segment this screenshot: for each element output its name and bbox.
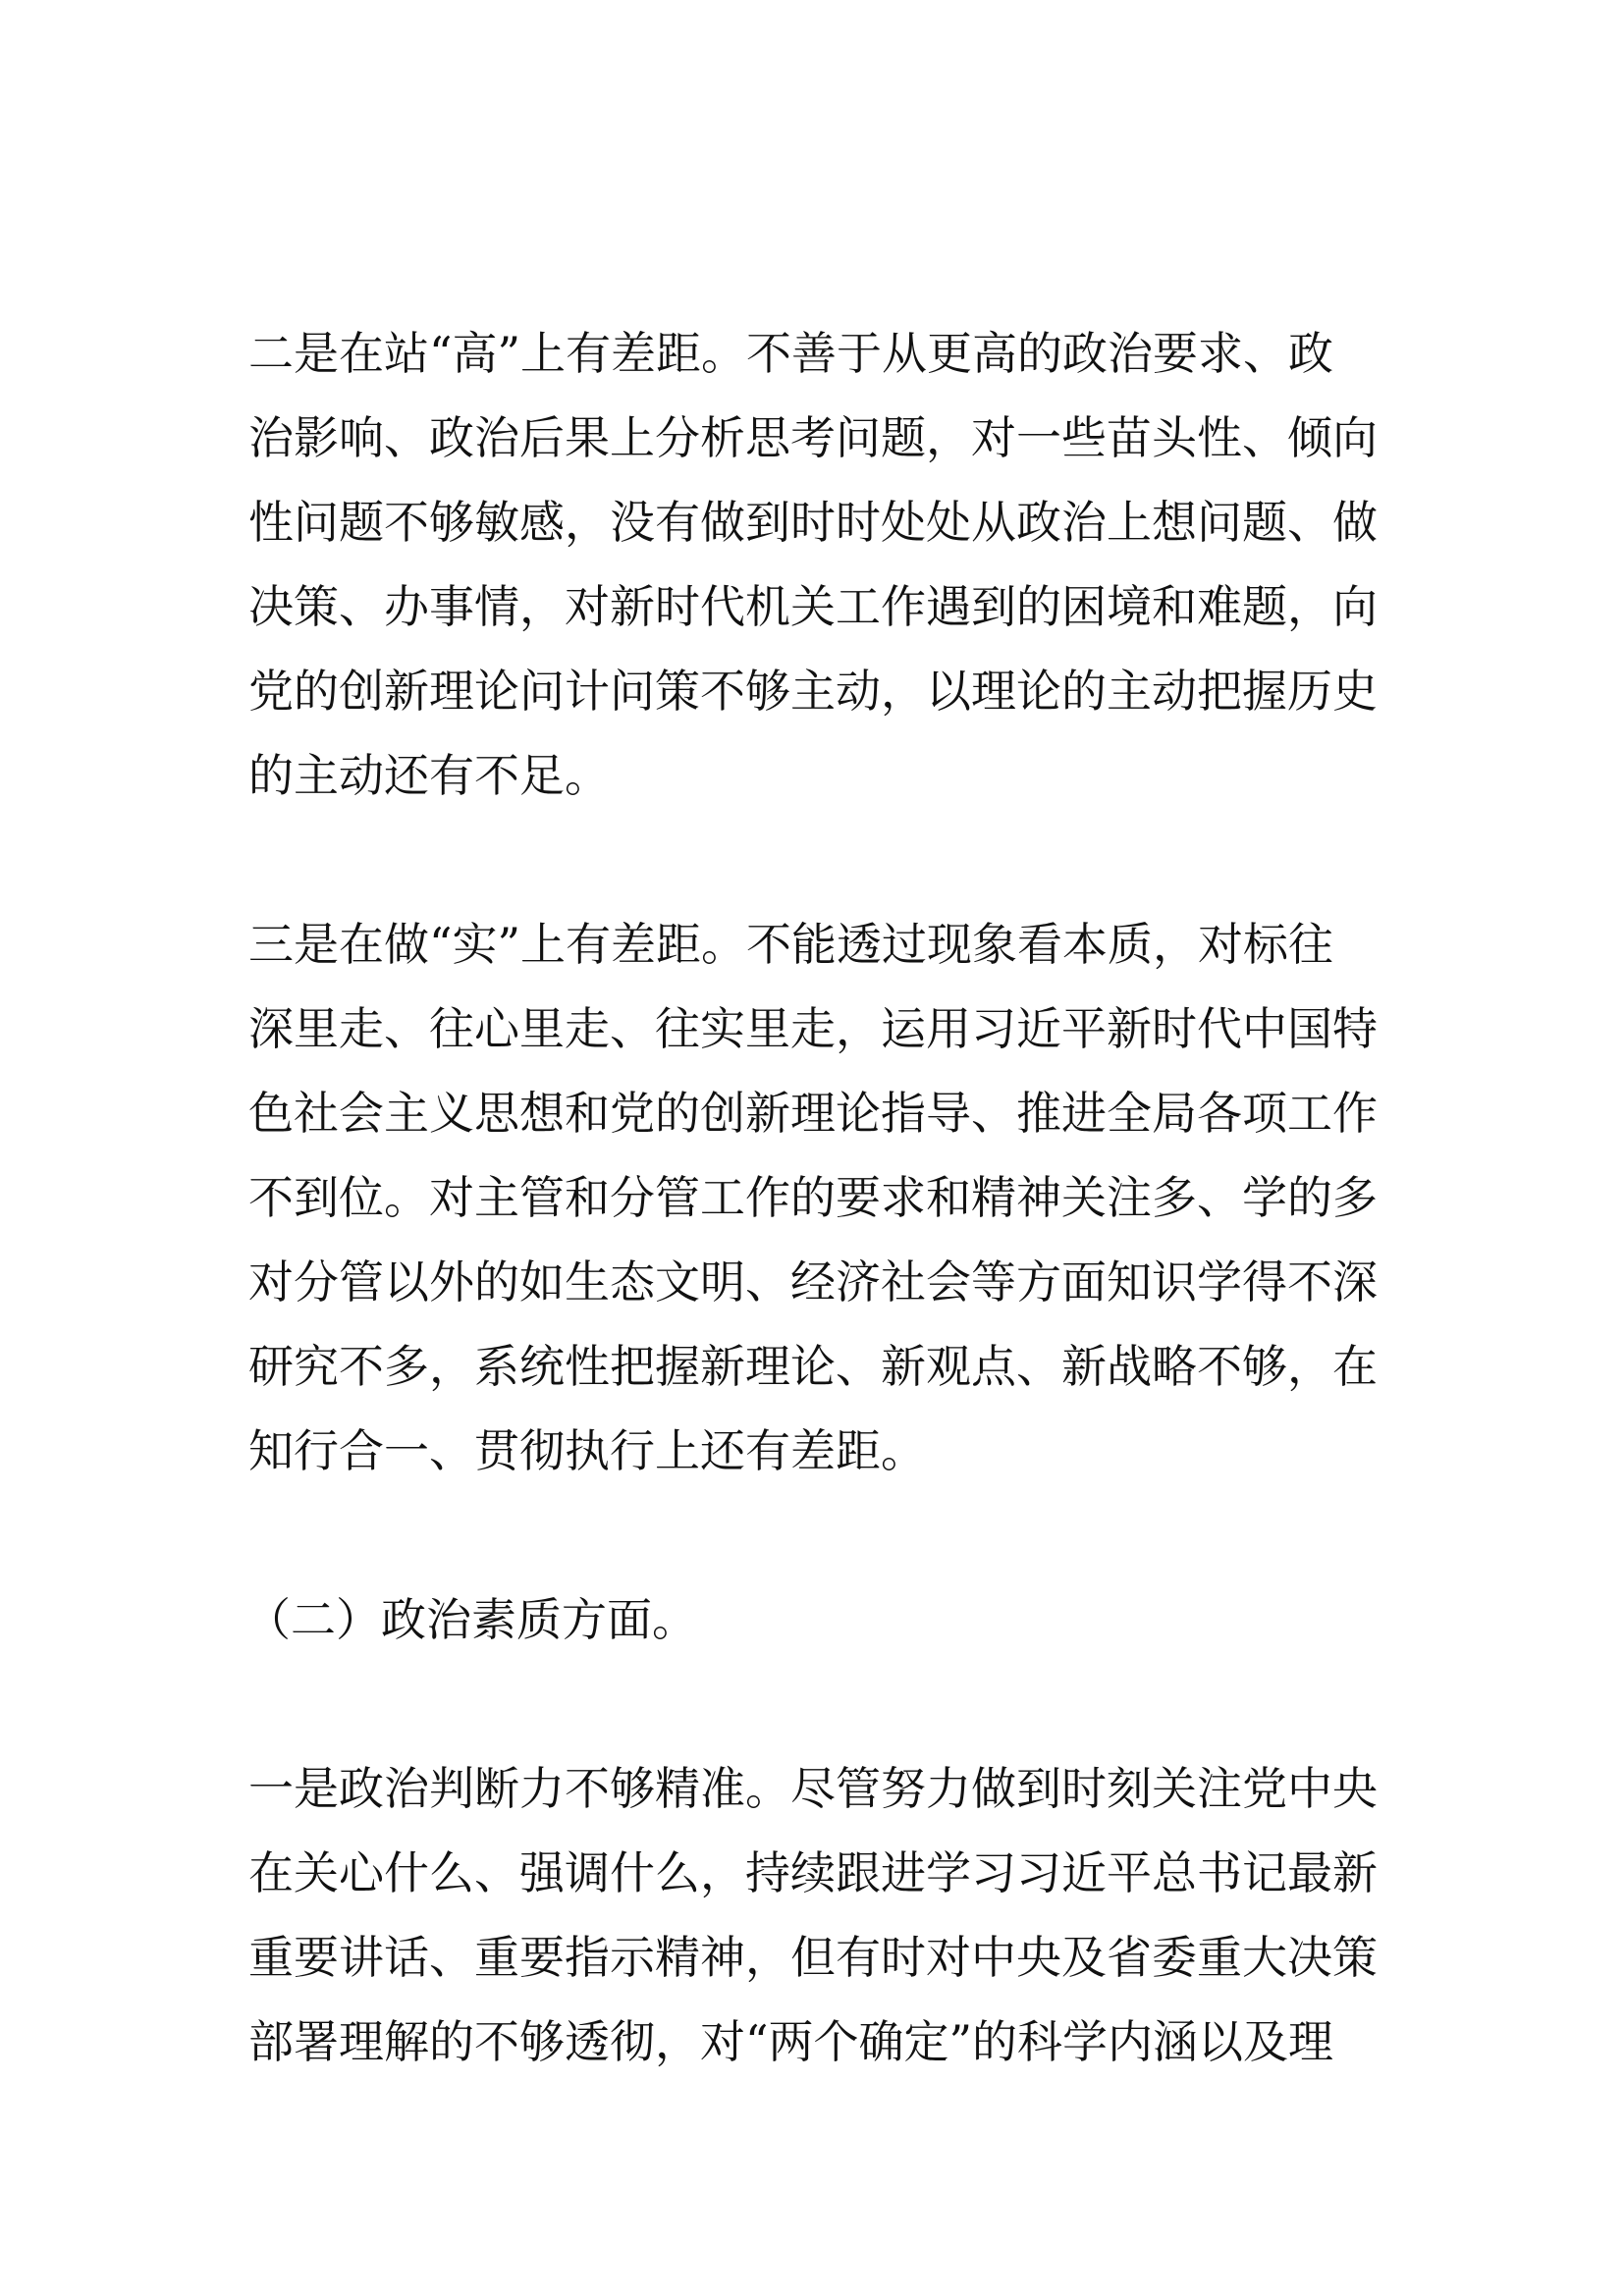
paragraph-line: 三是在做“实”上有差距。不能透过现象看本质，对标往 xyxy=(248,918,1334,971)
section-heading: （二）政治素质方面。 xyxy=(245,1593,697,1646)
paragraph-line: 知行合一、贯彻执行上还有差距。 xyxy=(248,1424,926,1477)
paragraph-line: 对分管以外的如生态文明、经济社会等方面知识学得不深 xyxy=(248,1255,1378,1308)
paragraph-line: 深里走、往心里走、往实里走，运用习近平新时代中国特 xyxy=(248,1002,1378,1055)
paragraph-line: 一是政治判断力不够精准。尽管努力做到时刻关注党中央 xyxy=(248,1762,1378,1815)
paragraph-line: 色社会主义思想和党的创新理论指导、推进全局各项工作 xyxy=(248,1087,1378,1140)
paragraph-line: 二是在站“高”上有差距。不善于从更高的政治要求、政 xyxy=(248,327,1334,380)
paragraph-line: 党的创新理论问计问策不够主动，以理论的主动把握历史 xyxy=(248,665,1378,718)
paragraph-line: 决策、办事情，对新时代机关工作遇到的困境和难题，向 xyxy=(248,580,1378,633)
paragraph-line: 重要讲话、重要指示精神，但有时对中央及省委重大决策 xyxy=(248,1931,1378,1984)
paragraph-line: 性问题不够敏感，没有做到时时处处从政治上想问题、做 xyxy=(248,496,1378,549)
paragraph-line: 的主动还有不足。 xyxy=(248,749,610,802)
paragraph-line: 治影响、政治后果上分析思考问题，对一些苗头性、倾向 xyxy=(248,411,1378,464)
paragraph-line: 研究不多，系统性把握新理论、新观点、新战略不够，在 xyxy=(248,1340,1378,1393)
paragraph-line: 在关心什么、强调什么，持续跟进学习习近平总书记最新 xyxy=(248,1846,1378,1899)
paragraph-line: 部署理解的不够透彻，对“两个确定”的科学内涵以及理 xyxy=(248,2015,1334,2068)
paragraph-line: 不到位。对主管和分管工作的要求和精神关注多、学的多 xyxy=(248,1171,1378,1224)
